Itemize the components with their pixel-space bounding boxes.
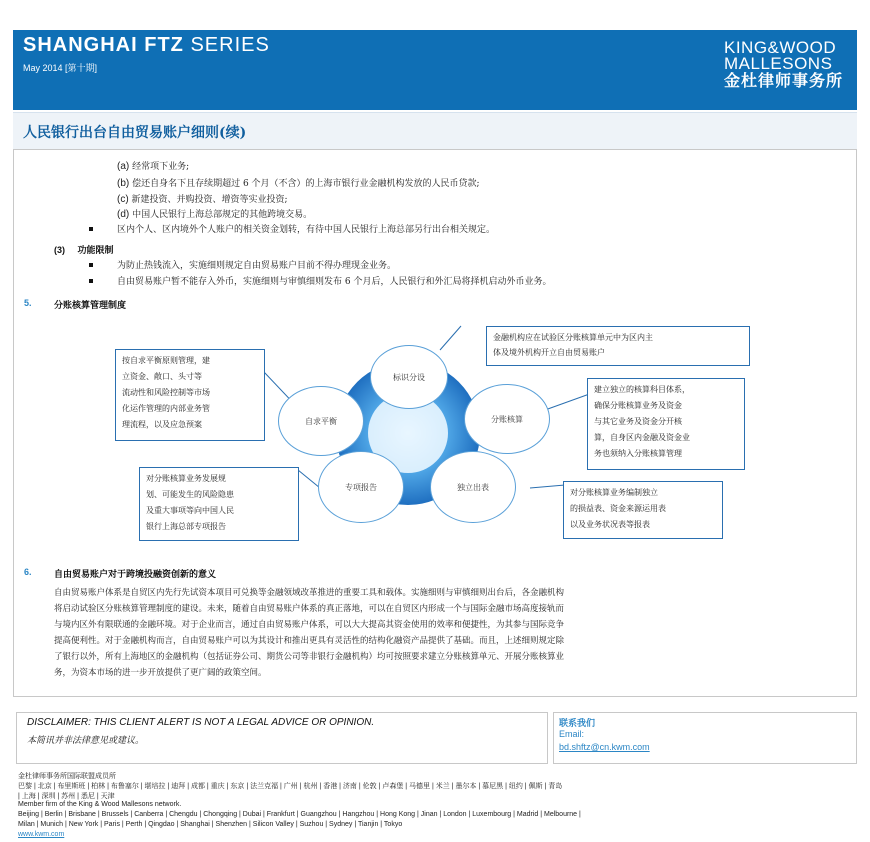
network-en: Member firm of the King & Wood Mallesons network. — [18, 801, 182, 808]
box-line: 银行上海总部专项报告 — [146, 522, 226, 531]
email-label: Email: — [559, 729, 585, 739]
list-text: 经常项下业务; — [132, 162, 190, 172]
email-link[interactable]: bd.shftz@cn.kwm.com — [559, 742, 650, 752]
section-number: 6. — [24, 567, 32, 577]
cities-zh-1: 巴黎 | 北京 | 布里斯班 | 柏林 | 布鲁塞尔 | 堪培拉 | 迪拜 | 成都 | 重庆 | 东京 | 法兰克福 | 广州 | 杭州 | 香港 | 济南 | 伦敦 | 卢森堡 | 马德里 | 米兰 | 墨尔本 | 慕尼黑 | 纽约 | 佩斯 | 青岛 — [18, 783, 563, 790]
contact-box — [553, 712, 857, 764]
node-right: 分账核算 — [464, 384, 550, 454]
series-title-bold: SHANGHAI FTZ — [23, 34, 184, 56]
node-left: 自求平衡 — [278, 386, 364, 456]
list-label: (d) — [117, 209, 130, 220]
box-line: 的损益表、资金来源运用表 — [570, 504, 666, 513]
node-bottom-left: 专项报告 — [318, 451, 404, 523]
box-left — [115, 349, 265, 441]
connector-line — [440, 326, 461, 350]
connector-line — [530, 485, 565, 488]
list-label: (a) — [117, 161, 130, 172]
paragraph-line: 自由贸易账户体系是自贸区内先行先试资本项目可兑换等金融领域改革推进的重要工具和载体。实施细则与审慎细则出台后，各金融机构 — [54, 588, 565, 598]
box-bottom-left — [139, 467, 299, 541]
cities-en-1: Beijing | Berlin | Brisbane | Brussels | Canberra | Chengdu | Chongqing | Dubai | Frankfurt | Guangzhou | Hangzhou | Hong Kong | Jinan | London | Luxembourg | Madrid | Melbourne | — [18, 811, 581, 818]
section-number: 5. — [24, 298, 32, 308]
logo-line-1: KING&WOOD — [723, 38, 837, 57]
section-title: 人民银行出台自由贸易账户细则(续) — [23, 125, 247, 141]
cities-zh-2: | 上海 | 深圳 | 苏州 | 悉尼 | 天津 — [18, 793, 115, 800]
paragraph-line: 务，为资本市场的进一步开放提供了更广阔的政策空间。 — [54, 668, 267, 678]
box-bottom-right — [563, 481, 723, 539]
list-label: (b) — [117, 178, 130, 189]
box-line: 立资金、敞口、头寸等 — [122, 372, 202, 381]
box-line: 与其它业务及资金分开核 — [594, 417, 682, 426]
box-line: 务也须纳入分账核算管理 — [594, 449, 682, 458]
disclaimer-box — [16, 712, 548, 764]
issue-date: May 2014 [第十期] — [23, 63, 98, 73]
paragraph-line: 了银行以外，所有上海地区的金融机构（包括证券公司、期货公司等非银行金融机构）均可按照要求建立分账核算单元、开展分账核算业 — [54, 652, 565, 662]
node-top: 标识分设 — [370, 345, 448, 409]
box-line: 算，自身区内金融及资金业 — [594, 433, 690, 442]
node-bottom-right: 独立出表 — [430, 451, 516, 523]
box-line: 流动性和风险控制等市场 — [122, 388, 210, 397]
bullet-text: 区内个人、区内境外个人账户的相关资金划转，有待中国人民银行上海总部另行出台相关规定。 — [117, 225, 496, 235]
paragraph-line: 与境内区外有限联通的金融环境。对于企业而言，通过自由贸易账户体系，可以大大提高其资金使用的效率和便捷性，为其参与国际竞争 — [54, 620, 565, 630]
box-line: 理流程，以及应急预案 — [122, 420, 202, 429]
box-line: 对分账核算业务发展规 — [146, 474, 226, 483]
disclaimer-zh: 本简讯并非法律意见或建议。 — [27, 736, 145, 746]
series-title-light: SERIES — [183, 34, 270, 56]
box-line: 金融机构应在试验区分账核算单元中为区内主 — [493, 333, 653, 342]
sub-heading-label: (3) — [54, 245, 65, 255]
list-text: 新建投资、并购投资、增资等实业投资; — [131, 195, 288, 205]
section-heading: 分账核算管理制度 — [54, 301, 127, 311]
box-line: 划、可能发生的风险隐患 — [146, 490, 234, 499]
paragraph-line: 将启动试验区分账核算管理制度的建设。未来，随着自由贸易账户体系的真正落地，可以在自贸区内形成一个与国际金融市场高度接轨而 — [54, 604, 565, 614]
box-line: 化运作管理的内部业务管 — [122, 404, 210, 413]
box-line: 建立独立的核算科目体系， — [594, 385, 690, 394]
contact-title: 联系我们 — [559, 718, 596, 728]
logo-line-3: 金杜律师事务所 — [723, 73, 843, 90]
disclaimer-en: DISCLAIMER: THIS CLIENT ALERT IS NOT A LEGAL ADVICE OR OPINION. — [27, 717, 375, 728]
website-link[interactable]: www.kwm.com — [18, 831, 65, 838]
cities-en-2: Milan | Munich | New York | Paris | Perth | Qingdao | Shanghai | Shenzhen | Silicon Valley | Suzhou | Sydney | Tianjin | Tokyo — [18, 821, 403, 828]
box-top-right — [486, 326, 750, 366]
box-line: 按自求平衡原则管理，建 — [122, 356, 210, 365]
paragraph-line: 提高便利性。对于金融机构而言，自由贸易账户可以为其设计和推出更具有灵活性的结构化融资产品提供了基础。而且，上述细则规定除 — [54, 636, 565, 646]
list-text: 偿还自身名下且存续期超过 6 个月（不含）的上海市银行业金融机构发放的人民币贷款; — [132, 179, 480, 189]
bullet-text: 为防止热钱流入，实施细则规定自由贸易账户目前不得办理现金业务。 — [117, 261, 397, 271]
box-right — [587, 378, 745, 470]
network-zh: 金杜律师事务所国际联盟成员所 — [18, 773, 116, 780]
list-text: 中国人民银行上海总部规定的其他跨境交易。 — [132, 210, 313, 220]
box-line: 以及业务状况表等报表 — [570, 520, 650, 529]
sub-heading-title: 功能限制 — [77, 246, 114, 256]
box-line: 对分账核算业务编制独立 — [570, 488, 658, 497]
list-label: (c) — [117, 194, 129, 205]
connector-line — [298, 470, 320, 488]
box-line: 体及境外机构开立自由贸易账户 — [493, 348, 605, 357]
box-line: 确保分账核算业务及资金 — [594, 401, 682, 410]
bullet-text: 自由贸易账户暂不能存入外币，实施细则与审慎细则发布 6 个月后，人民银行和外汇局将择机启动外币业务。 — [117, 277, 552, 287]
section-heading: 自由贸易账户对于跨境投融资创新的意义 — [54, 570, 217, 580]
box-line: 及重大事项等向中国人民 — [146, 506, 234, 515]
logo-line-2: MALLESONS — [723, 54, 833, 73]
